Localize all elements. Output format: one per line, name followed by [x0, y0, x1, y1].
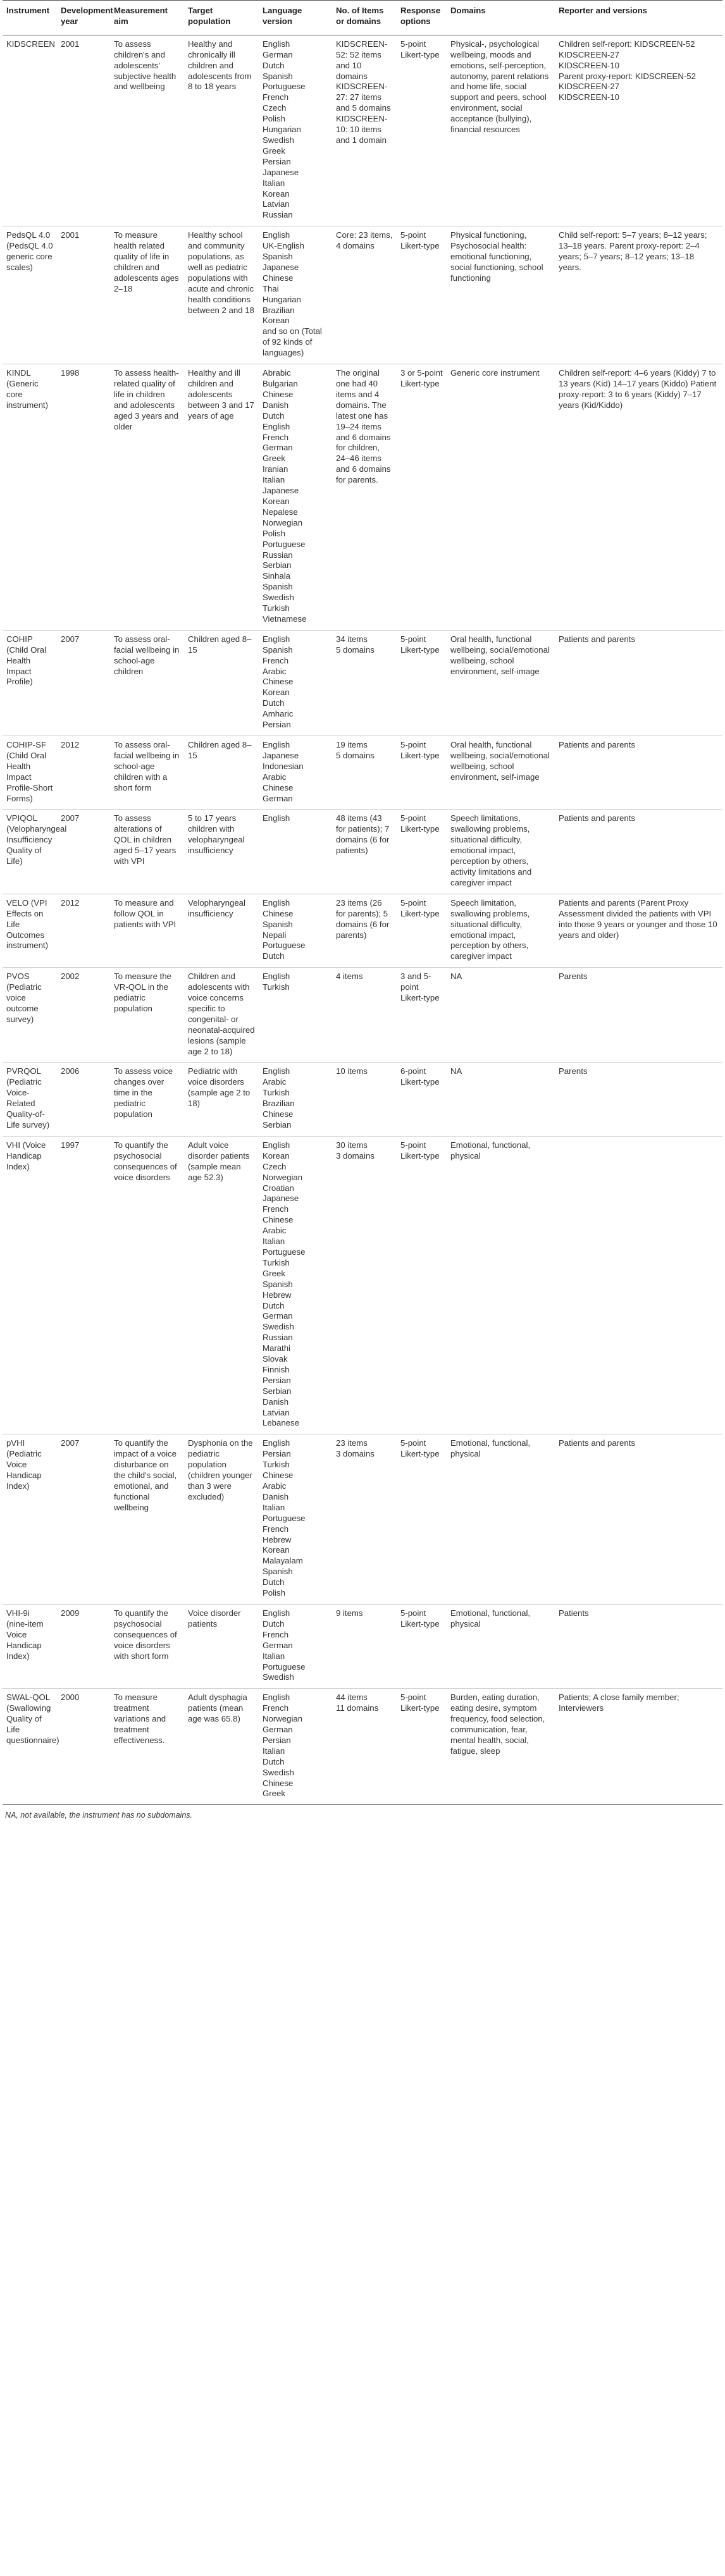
- items-domains-cell: 30 items 3 domains: [332, 1136, 397, 1434]
- development-year-cell: 2006: [57, 1063, 110, 1136]
- reporter-versions-cell: Patients and parents: [555, 810, 722, 894]
- instrument-cell: PedsQL 4.0 (PedsQL 4.0 generic core scales): [3, 226, 57, 364]
- development-year-cell: 2007: [57, 630, 110, 736]
- instrument-cell: SWAL-QOL (Swallowing Quality of Life questionnaire): [3, 1689, 57, 1805]
- response-options-cell: 5-point Likert-type: [397, 736, 447, 810]
- domains-cell: Physical functioning, Psychosocial health: emotional functioning, social functioning, school functioning: [447, 226, 555, 364]
- language-version-cell: English Korean Czech Norwegian Croatian Japanese French Chinese Arabic Italian Portuguese Turkish Greek Spanish Hebrew Dutch German Swedish Russian Marathi Slovak Finnish Persian Serbian Danish Latvian Lebanese: [259, 1136, 332, 1434]
- measurement-aim-cell: To measure health related quality of life in children and adolescents ages 2–18: [110, 226, 184, 364]
- table-row: [3, 1136, 722, 1434]
- language-version-cell: English Turkish: [259, 968, 332, 1063]
- instrument-cell: PVRQOL (Pediatric Voice-Related Quality-of-Life survey): [3, 1063, 57, 1136]
- development-year-cell: 2001: [57, 35, 110, 226]
- language-version-cell: English Persian Turkish Chinese Arabic Danish Italian Portuguese French Hebrew Korean Malayalam Spanish Dutch Polish: [259, 1434, 332, 1605]
- instrument-cell: KINDL (Generic core instrument): [3, 364, 57, 631]
- reporter-versions-cell: Patients and parents: [555, 736, 722, 810]
- measurement-aim-cell: To quantify the psychosocial consequences of voice disorders with short form: [110, 1604, 184, 1688]
- items-domains-cell: 34 items 5 domains: [332, 630, 397, 736]
- table-row: [3, 226, 722, 364]
- language-version-cell: English Arabic Turkish Brazilian Chinese Serbian: [259, 1063, 332, 1136]
- development-year-cell: 2002: [57, 968, 110, 1063]
- development-year-cell: 2000: [57, 1689, 110, 1805]
- reporter-versions-cell: Patients and parents (Parent Proxy Assessment divided the patients with VPI into those 9 years or younger and those 10 years and older): [555, 894, 722, 967]
- table-row: [3, 1063, 722, 1136]
- measurement-aim-cell: To assess alterations of QOL in children aged 5–17 years with VPI: [110, 810, 184, 894]
- instrument-cell: COHIP (Child Oral Health Impact Profile): [3, 630, 57, 736]
- domains-cell: NA: [447, 1063, 555, 1136]
- measurement-aim-cell: To quantify the psychosocial consequences of voice disorders: [110, 1136, 184, 1434]
- items-domains-cell: 10 items: [332, 1063, 397, 1136]
- items-domains-cell: Core: 23 items, 4 domains: [332, 226, 397, 364]
- table-row: [3, 630, 722, 736]
- measurement-aim-cell: To measure and follow QOL in patients with VPI: [110, 894, 184, 967]
- instrument-cell: VHI-9i (nine-item Voice Handicap Index): [3, 1604, 57, 1688]
- reporter-versions-cell: [555, 1136, 722, 1434]
- domains-cell: Emotional, functional, physical: [447, 1434, 555, 1605]
- language-version-cell: English UK-English Spanish Japanese Chinese Thai Hungarian Brazilian Korean and so on (Total of 92 kinds of languages): [259, 226, 332, 364]
- items-domains-cell: 23 items 3 domains: [332, 1434, 397, 1605]
- response-options-cell: 5-point Likert-type: [397, 35, 447, 226]
- reporter-versions-cell: Child self-report: 5–7 years; 8–12 years; 13–18 years. Parent proxy-report: 2–4 years; 5–7 years; 8–12 years; 13–18 years.: [555, 226, 722, 364]
- table-row: [3, 894, 722, 967]
- measurement-aim-cell: To assess voice changes over time in the pediatric population: [110, 1063, 184, 1136]
- instrument-cell: pVHI (Pediatric Voice Handicap Index): [3, 1434, 57, 1605]
- header-instrument: Instrument: [3, 1, 57, 35]
- header-response-options: Response options: [397, 1, 447, 35]
- table-row: [3, 736, 722, 810]
- header-development-year: Development year: [57, 1, 110, 35]
- domains-cell: Physical-, psychological wellbeing, moods and emotions, self-perception, autonomy, parent relations and home life, social support and peers, school environment, social acceptance (bullying), financial resources: [447, 35, 555, 226]
- table-row: [3, 364, 722, 631]
- target-population-cell: Dysphonia on the pediatric population (children younger than 3 were excluded): [184, 1434, 259, 1605]
- target-population-cell: Voice disorder patients: [184, 1604, 259, 1688]
- target-population-cell: Healthy and chronically ill children and adolescents from 8 to 18 years: [184, 35, 259, 226]
- header-target-population: Target population: [184, 1, 259, 35]
- instrument-cell: KIDSCREEN: [3, 35, 57, 226]
- language-version-cell: English Spanish French Arabic Chinese Korean Dutch Amharic Persian: [259, 630, 332, 736]
- response-options-cell: 5-point Likert-type: [397, 630, 447, 736]
- instrument-cell: VHI (Voice Handicap Index): [3, 1136, 57, 1434]
- target-population-cell: Children and adolescents with voice concerns specific to congenital- or neonatal-acquired lesions (sample age 2 to 18): [184, 968, 259, 1063]
- header-row: [3, 1, 722, 35]
- measurement-aim-cell: To assess health-related quality of life in children and adolescents aged 3 years and older: [110, 364, 184, 631]
- items-domains-cell: 19 items 5 domains: [332, 736, 397, 810]
- response-options-cell: 5-point Likert-type: [397, 810, 447, 894]
- domains-cell: Speech limitations, swallowing problems, situational difficulty, emotional impact, perception by others, activity limitations and caregiver impact: [447, 810, 555, 894]
- target-population-cell: Adult voice disorder patients (sample mean age 52.3): [184, 1136, 259, 1434]
- target-population-cell: Velopharyngeal insufficiency: [184, 894, 259, 967]
- development-year-cell: 1998: [57, 364, 110, 631]
- reporter-versions-cell: Parents: [555, 968, 722, 1063]
- instrument-cell: PVOS (Pediatric voice outcome survey): [3, 968, 57, 1063]
- header-measurement-aim: Measurement aim: [110, 1, 184, 35]
- table-body: [3, 35, 722, 1805]
- domains-cell: Emotional, functional, physical: [447, 1604, 555, 1688]
- items-domains-cell: The original one had 40 items and 4 domains. The latest one has 19–24 items and 6 domains for children, 24–46 items and 6 domains for parents.: [332, 364, 397, 631]
- measurement-aim-cell: To quantify the impact of a voice disturbance on the child's social, emotional, and functional wellbeing: [110, 1434, 184, 1605]
- instrument-table: [3, 0, 722, 1805]
- items-domains-cell: 44 items 11 domains: [332, 1689, 397, 1805]
- domains-cell: Generic core instrument: [447, 364, 555, 631]
- target-population-cell: Adult dysphagia patients (mean age was 65.8): [184, 1689, 259, 1805]
- table-row: [3, 35, 722, 226]
- items-domains-cell: 4 items: [332, 968, 397, 1063]
- domains-cell: Speech limitation, swallowing problems, situational difficulty, emotional impact, perception by others, caregiver impact: [447, 894, 555, 967]
- development-year-cell: 2007: [57, 810, 110, 894]
- table-footnote: NA, not available, the instrument has no subdomains.: [5, 1811, 193, 1820]
- reporter-versions-cell: Parents: [555, 1063, 722, 1136]
- response-options-cell: 5-point Likert-type: [397, 1689, 447, 1805]
- target-population-cell: Pediatric with voice disorders (sample age 2 to 18): [184, 1063, 259, 1136]
- language-version-cell: English German Dutch Spanish Portuguese French Czech Polish Hungarian Swedish Greek Persian Japanese Italian Korean Latvian Russian: [259, 35, 332, 226]
- reporter-versions-cell: Patients and parents: [555, 1434, 722, 1605]
- reporter-versions-cell: Children self-report: KIDSCREEN-52 KIDSCREEN-27 KIDSCREEN-10 Parent proxy-report: KIDSCREEN-52 KIDSCREEN-27 KIDSCREEN-10: [555, 35, 722, 226]
- domains-cell: Oral health, functional wellbeing, social/emotional wellbeing, school environment, self-image: [447, 736, 555, 810]
- measurement-aim-cell: To assess children's and adolescents' subjective health and wellbeing: [110, 35, 184, 226]
- development-year-cell: 1997: [57, 1136, 110, 1434]
- header-reporter-versions: Reporter and versions: [555, 1, 722, 35]
- measurement-aim-cell: To assess oral-facial wellbeing in school-age children: [110, 630, 184, 736]
- response-options-cell: 3 and 5-point Likert-type: [397, 968, 447, 1063]
- development-year-cell: 2007: [57, 1434, 110, 1605]
- table-row: [3, 1604, 722, 1688]
- development-year-cell: 2012: [57, 736, 110, 810]
- header-items-domains: No. of Items or domains: [332, 1, 397, 35]
- reporter-versions-cell: Patients; A close family member; Interviewers: [555, 1689, 722, 1805]
- development-year-cell: 2009: [57, 1604, 110, 1688]
- domains-cell: Oral health, functional wellbeing, social/emotional wellbeing, school environment, self-image: [447, 630, 555, 736]
- table-row: [3, 1434, 722, 1605]
- response-options-cell: 3 or 5-point Likert-type: [397, 364, 447, 631]
- response-options-cell: 5-point Likert-type: [397, 226, 447, 364]
- items-domains-cell: 23 items (26 for parents); 5 domains (6 for parents): [332, 894, 397, 967]
- target-population-cell: 5 to 17 years children with velopharyngeal insufficiency: [184, 810, 259, 894]
- target-population-cell: Healthy and ill children and adolescents between 3 and 17 years of age: [184, 364, 259, 631]
- response-options-cell: 5-point Likert-type: [397, 894, 447, 967]
- header-domains: Domains: [447, 1, 555, 35]
- response-options-cell: 5-point Likert-type: [397, 1434, 447, 1605]
- development-year-cell: 2001: [57, 226, 110, 364]
- reporter-versions-cell: Patients and parents: [555, 630, 722, 736]
- language-version-cell: English: [259, 810, 332, 894]
- table-row: [3, 968, 722, 1063]
- items-domains-cell: 48 items (43 for patients); 7 domains (6 for patients): [332, 810, 397, 894]
- measurement-aim-cell: To measure treatment variations and treatment effectiveness.: [110, 1689, 184, 1805]
- language-version-cell: English Dutch French German Italian Portuguese Swedish: [259, 1604, 332, 1688]
- items-domains-cell: 9 items: [332, 1604, 397, 1688]
- target-population-cell: Children aged 8–15: [184, 736, 259, 810]
- reporter-versions-cell: Patients: [555, 1604, 722, 1688]
- table-row: [3, 1689, 722, 1805]
- language-version-cell: Abrabic Bulgarian Chinese Danish Dutch English French German Greek Iranian Italian Japanese Korean Nepalese Norwegian Polish Portuguese Russian Serbian Sinhala Spanish Swedish Turkish Vietnamese: [259, 364, 332, 631]
- target-population-cell: Healthy school and community populations, as well as pediatric populations with acute and chronic health conditions between 2 and 18: [184, 226, 259, 364]
- response-options-cell: 5-point Likert-type: [397, 1604, 447, 1688]
- target-population-cell: Children aged 8–15: [184, 630, 259, 736]
- measurement-aim-cell: To assess oral-facial wellbeing in school-age children with a short form: [110, 736, 184, 810]
- development-year-cell: 2012: [57, 894, 110, 967]
- reporter-versions-cell: Children self-report: 4–6 years (Kiddy) 7 to 13 years (Kid) 14–17 years (Kiddo) Patient proxy-report: 3 to 6 years (Kiddy) 7–17 years (Kid/Kiddo): [555, 364, 722, 631]
- response-options-cell: 6-point Likert-type: [397, 1063, 447, 1136]
- measurement-aim-cell: To measure the VR-QOL in the pediatric population: [110, 968, 184, 1063]
- instrument-cell: COHIP-SF (Child Oral Health Impact Profile-Short Forms): [3, 736, 57, 810]
- domains-cell: Emotional, functional, physical: [447, 1136, 555, 1434]
- header-language-version: Language version: [259, 1, 332, 35]
- response-options-cell: 5-point Likert-type: [397, 1136, 447, 1434]
- language-version-cell: English Japanese Indonesian Arabic Chinese German: [259, 736, 332, 810]
- domains-cell: NA: [447, 968, 555, 1063]
- domains-cell: Burden, eating duration, eating desire, symptom frequency, food selection, communication, fear, mental health, social, fatigue, sleep: [447, 1689, 555, 1805]
- language-version-cell: English Chinese Spanish Nepali Portuguese Dutch: [259, 894, 332, 967]
- instrument-cell: VELO (VPI Effects on Life Outcomes instrument): [3, 894, 57, 967]
- instrument-cell: VPIQOL (Velopharyngeal Insufficiency Quality of Life): [3, 810, 57, 894]
- table-row: [3, 810, 722, 894]
- language-version-cell: English French Norwegian German Persian Italian Dutch Swedish Chinese Greek: [259, 1689, 332, 1805]
- items-domains-cell: KIDSCREEN-52: 52 items and 10 domains KIDSCREEN-27: 27 items and 5 domains KIDSCREEN-10: 10 items and 1 domain: [332, 35, 397, 226]
